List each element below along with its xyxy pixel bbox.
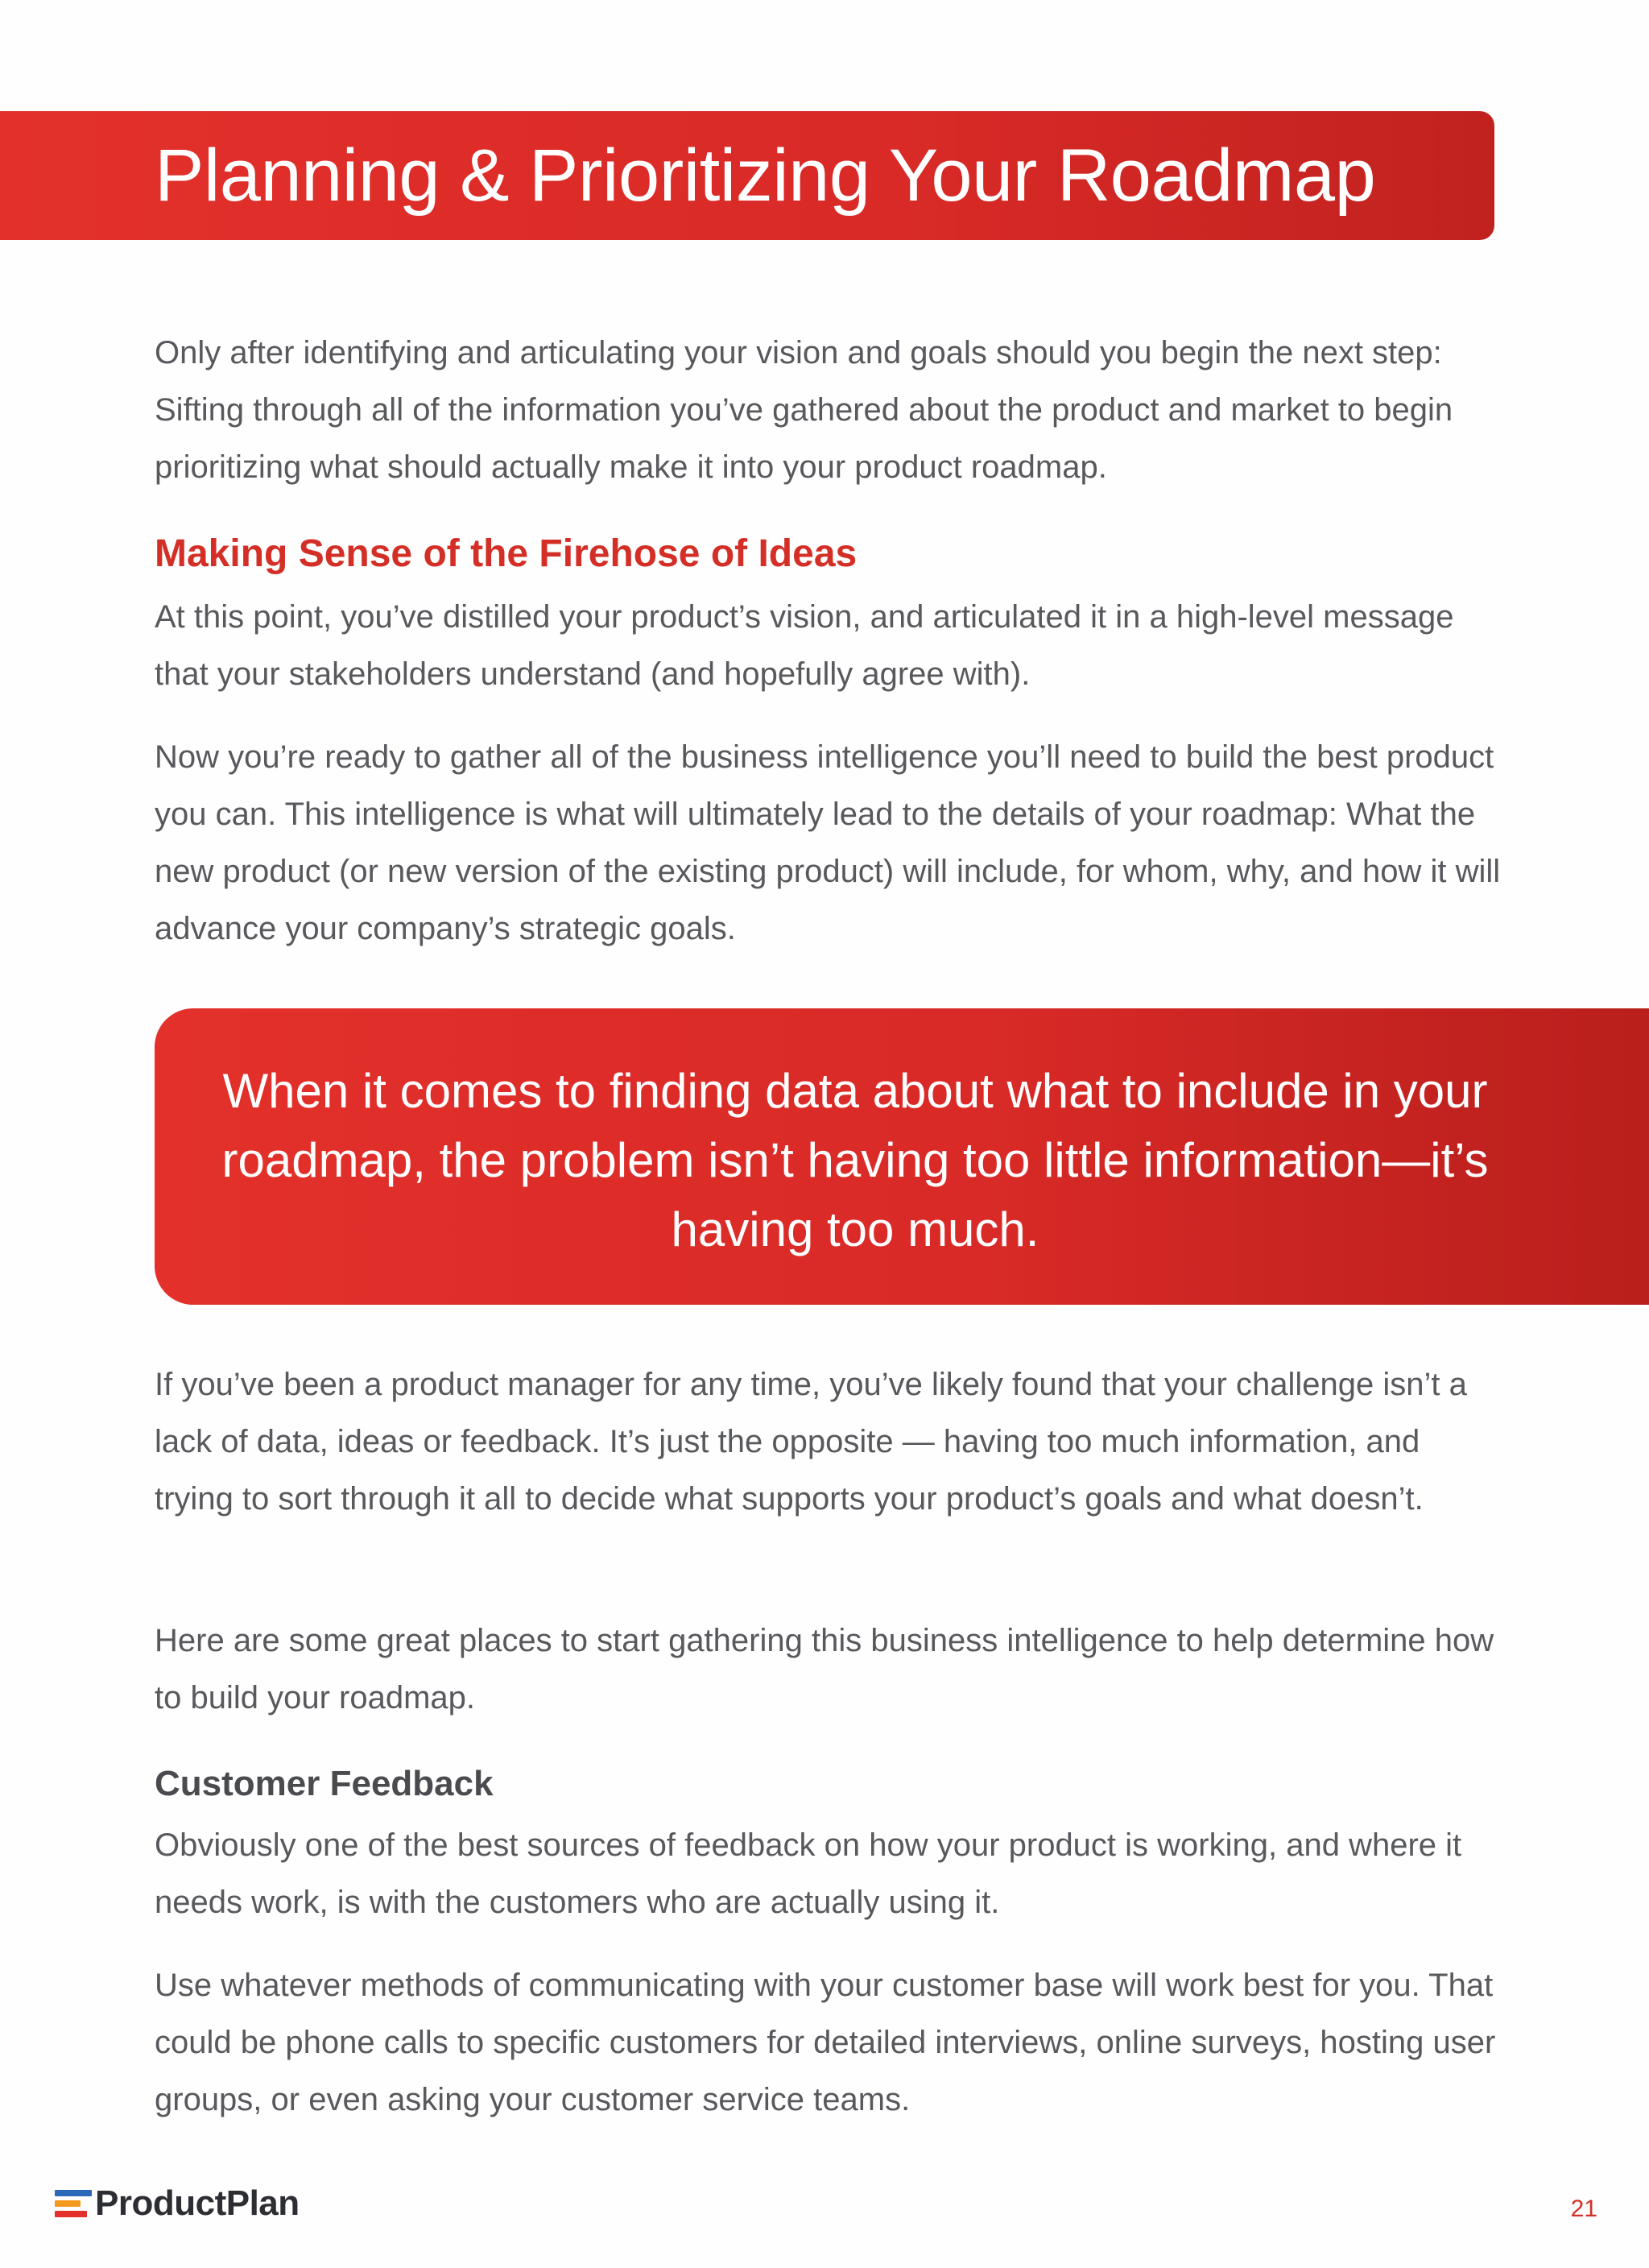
after-callout-paragraph-2: Here are some great places to start gathering this business intelligence to help determine how to build your roadmap. (155, 1623, 1494, 1715)
callout-quote: When it comes to finding data about what to include in your roadmap, the problem isn’t having too little information—it’s having too much. (221, 1064, 1489, 1256)
section-heading-firehose: Making Sense of the Firehose of Ideas (155, 532, 858, 575)
intro-paragraph: Only after identifying and articulating your vision and goals should you begin the next step: Sifting through all of the information you’ve gathered about the product and market to begin prioritizing what should actually make it into your product roadmap. (155, 335, 1453, 485)
firehose-paragraph-2: Now you’re ready to gather all of the business intelligence you’ll need to build the best product you can. This intelligence is what will ultimately lead to the details of your roadmap: What the new product (or new version of the existing product) will include, for whom, why, and how it will advance your company’s strategic goals. (155, 739, 1501, 946)
firehose-paragraph-1: At this point, you’ve distilled your product’s vision, and articulated it in a high-level message that your stakeholders understand (and hopefully agree with). (155, 599, 1454, 692)
feedback-paragraph-1: Obviously one of the best sources of feedback on how your product is working, and where it needs work, is with the customers who are actually using it. (155, 1827, 1462, 1920)
logo-text: ProductPlan (95, 2183, 300, 2223)
title-banner (0, 111, 1494, 240)
section-heading-customer-feedback: Customer Feedback (155, 1764, 494, 1803)
feedback-paragraph-2: Use whatever methods of communicating with your customer base will work best for you. That could be phone calls to specific customers for detailed interviews, online surveys, hosting user groups, or even asking your customer service teams. (155, 1968, 1496, 2117)
page-title: Planning & Prioritizing Your Roadmap (155, 135, 1376, 217)
productplan-logo-icon (55, 2190, 92, 2217)
callout-box (155, 1008, 1649, 1305)
productplan-logo (55, 2184, 300, 2223)
page-number: 21 (1570, 2196, 1597, 2222)
after-callout-paragraph-1: If you’ve been a product manager for any time, you’ve likely found that your challenge isn’t a lack of data, ideas or feedback. It’s just the opposite — having too much information, and trying to sort through it all to decide what supports your product’s goals and what doesn’t. (155, 1367, 1467, 1517)
